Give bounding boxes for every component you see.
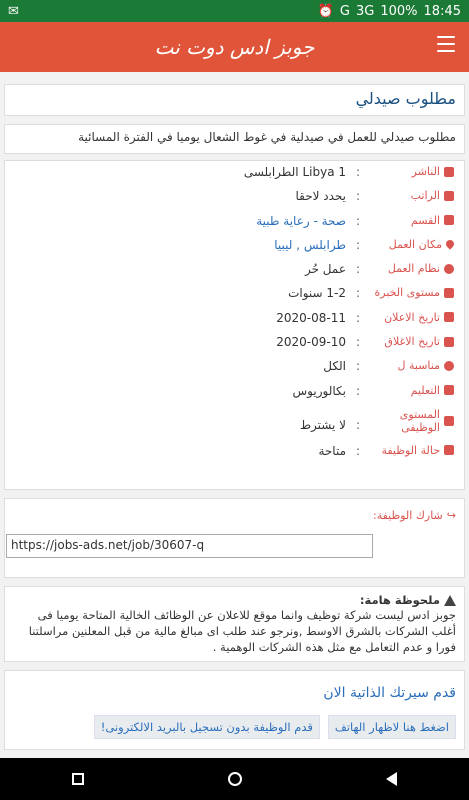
clock: 18:45: [423, 3, 461, 19]
calendar-icon: [444, 312, 454, 322]
location-link[interactable]: طرابلس , ليبيا: [274, 237, 346, 252]
note-body: جوبز ادس ليست شركة توظيف وانما موقع للاعلان عن الوظائف الخالية المتاحة يوميا فى أغلب الشركات بالشرق الاوسط ,ونرجو عند طلب اى مبالغ مالية من قبل المعلنين مراسلتنا فورا و عدم التعامل مع مثل هذه الشركات الوهمية .: [28, 608, 456, 654]
home-icon[interactable]: [228, 772, 242, 786]
apply-email-button[interactable]: قدم الوظيفة بدون تسجيل بالبريد الالكترونى!: [94, 715, 320, 739]
field-location: مكان العمل : طرابلس , ليبيا: [5, 238, 464, 262]
exchange-icon: [444, 288, 454, 298]
field-experience: مستوى الخبرة : 1-2 سنوات: [5, 286, 464, 310]
title-card: [4, 84, 465, 116]
field-work-type: نظام العمل : عمل حُر: [5, 262, 464, 286]
app-bar: [0, 22, 469, 72]
info-icon: [444, 445, 454, 455]
job-title: مطلوب صيدلي: [355, 89, 456, 108]
network-indicator: 3G: [356, 3, 375, 19]
industry-icon: [444, 167, 454, 177]
money-icon: [444, 191, 454, 201]
description-card: [4, 124, 465, 154]
notification-icon: ✉: [8, 3, 19, 19]
status-left: [8, 4, 19, 19]
category-link[interactable]: صحة - رعاية طبية: [256, 213, 346, 228]
status-right: [318, 4, 461, 19]
app-logo[interactable]: جوبز ادس دوت نت: [154, 35, 315, 59]
alarm-icon: ⏰: [317, 3, 334, 19]
back-icon[interactable]: [386, 772, 397, 786]
map-pin-icon: [444, 239, 455, 250]
note-card: [4, 586, 465, 662]
battery-level: 100%: [380, 3, 418, 19]
warning-icon: [444, 595, 456, 606]
briefcase-icon: [444, 416, 454, 426]
carrier-indicator: G: [339, 3, 350, 19]
field-career-level: المستوى الوظيفى : لا يشترط: [5, 408, 464, 444]
recents-icon[interactable]: [72, 773, 84, 785]
navigation-bar: [0, 758, 469, 800]
status-bar: [0, 0, 469, 22]
field-post-date: تاريخ الاعلان : 2020-08-11: [5, 311, 464, 335]
note-title: ملحوظة هامة:: [13, 593, 456, 607]
graduation-cap-icon: [444, 385, 454, 395]
clock-icon: [444, 264, 454, 274]
job-info-card: [4, 160, 465, 490]
share-url-field[interactable]: https://jobs-ads.net/job/30607-q: [6, 534, 373, 558]
users-icon: [444, 361, 454, 371]
job-detail[interactable]: [0, 72, 469, 758]
menu-icon[interactable]: [437, 36, 455, 52]
share-label: ↪ شارك الوظيفة:: [373, 509, 456, 522]
field-suitable-for: مناسبة ل : الكل: [5, 359, 464, 383]
show-phone-button[interactable]: اضغط هنا لاظهار الهاتف: [328, 715, 456, 739]
field-education: التعليم : بكالوريوس: [5, 384, 464, 408]
share-card: [4, 498, 465, 578]
field-category: القسم : صحة - رعاية طبية: [5, 214, 464, 238]
field-publisher: الناشر : Libya 1 الطرابلسى: [5, 165, 464, 189]
apply-card: [4, 670, 465, 750]
field-status: حالة الوظيفة : متاحة: [5, 444, 464, 468]
apply-title: قدم سيرتك الذاتية الان: [323, 685, 456, 701]
field-close-date: تاريخ الاغلاق : 2020-09-10: [5, 335, 464, 359]
share-icon: ↪: [446, 509, 456, 522]
apply-buttons: [13, 715, 456, 739]
field-salary: الراتب : يحدد لاحقا: [5, 189, 464, 213]
job-description: مطلوب صيدلي للعمل في صيدلية في غوط الشعال يوميا في الفترة المسائية: [78, 130, 456, 144]
calendar-icon: [444, 337, 454, 347]
list-icon: [444, 215, 454, 225]
